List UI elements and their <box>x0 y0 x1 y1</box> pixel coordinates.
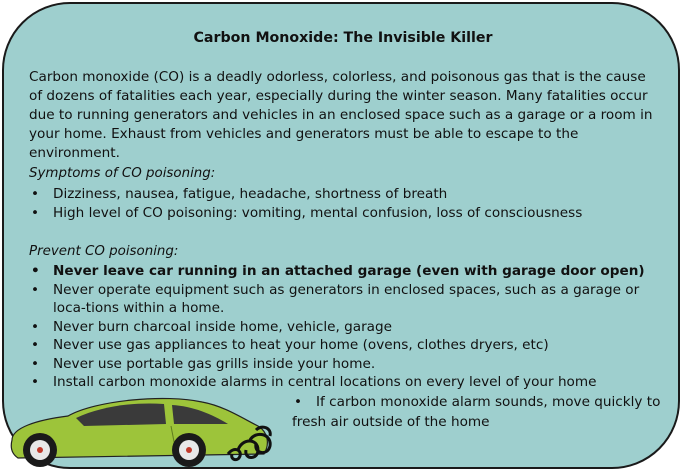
symptoms-list <box>29 185 649 222</box>
intro-paragraph: Carbon monoxide (CO) is a deadly odorless, colorless, and poisonous gas that is the cause of dozens of fatalities each year, especially during the winter season. Many fatalities occur due to running generators and vehicles in an enclosed space such as a garage or a room in your home. Exhaust from vehicles and generators must be able to escape to the environment. <box>29 69 653 161</box>
list-item: • Never use gas appliances to heat your home (ovens, clothes dryers, etc) <box>31 337 549 353</box>
list-item: • Never use portable gas grills inside your home. <box>31 355 376 372</box>
list-item: • Dizziness, nausea, fatigue, headache, shortness of breath <box>31 186 448 202</box>
wheel <box>23 433 57 467</box>
list-item: • Never burn charcoal inside home, vehicle, garage <box>31 318 392 335</box>
prevent-heading: Prevent CO poisoning: <box>29 244 179 259</box>
list-item: • Never leave car running in an attached garage (even with garage door open) <box>31 263 645 279</box>
page-title: Carbon Monoxide: The Invisible Killer <box>193 30 493 46</box>
alarm-item: • If carbon monoxide alarm sounds, move quickly to fresh air outside of the home <box>292 394 661 430</box>
list-item: • High level of CO poisoning: vomiting, mental confusion, loss of consciousness <box>31 204 583 221</box>
list-item: • Never operate equipment such as generators in enclosed spaces, such as a garage or loca-tions within a home. <box>31 281 640 316</box>
list-item: • Install carbon monoxide alarms in central locations on every level of your home <box>31 374 597 390</box>
car-exhaust-icon <box>6 392 278 470</box>
symptoms-heading: Symptoms of CO poisoning: <box>29 166 216 181</box>
prevent-list <box>29 262 649 392</box>
wheel <box>172 433 206 467</box>
